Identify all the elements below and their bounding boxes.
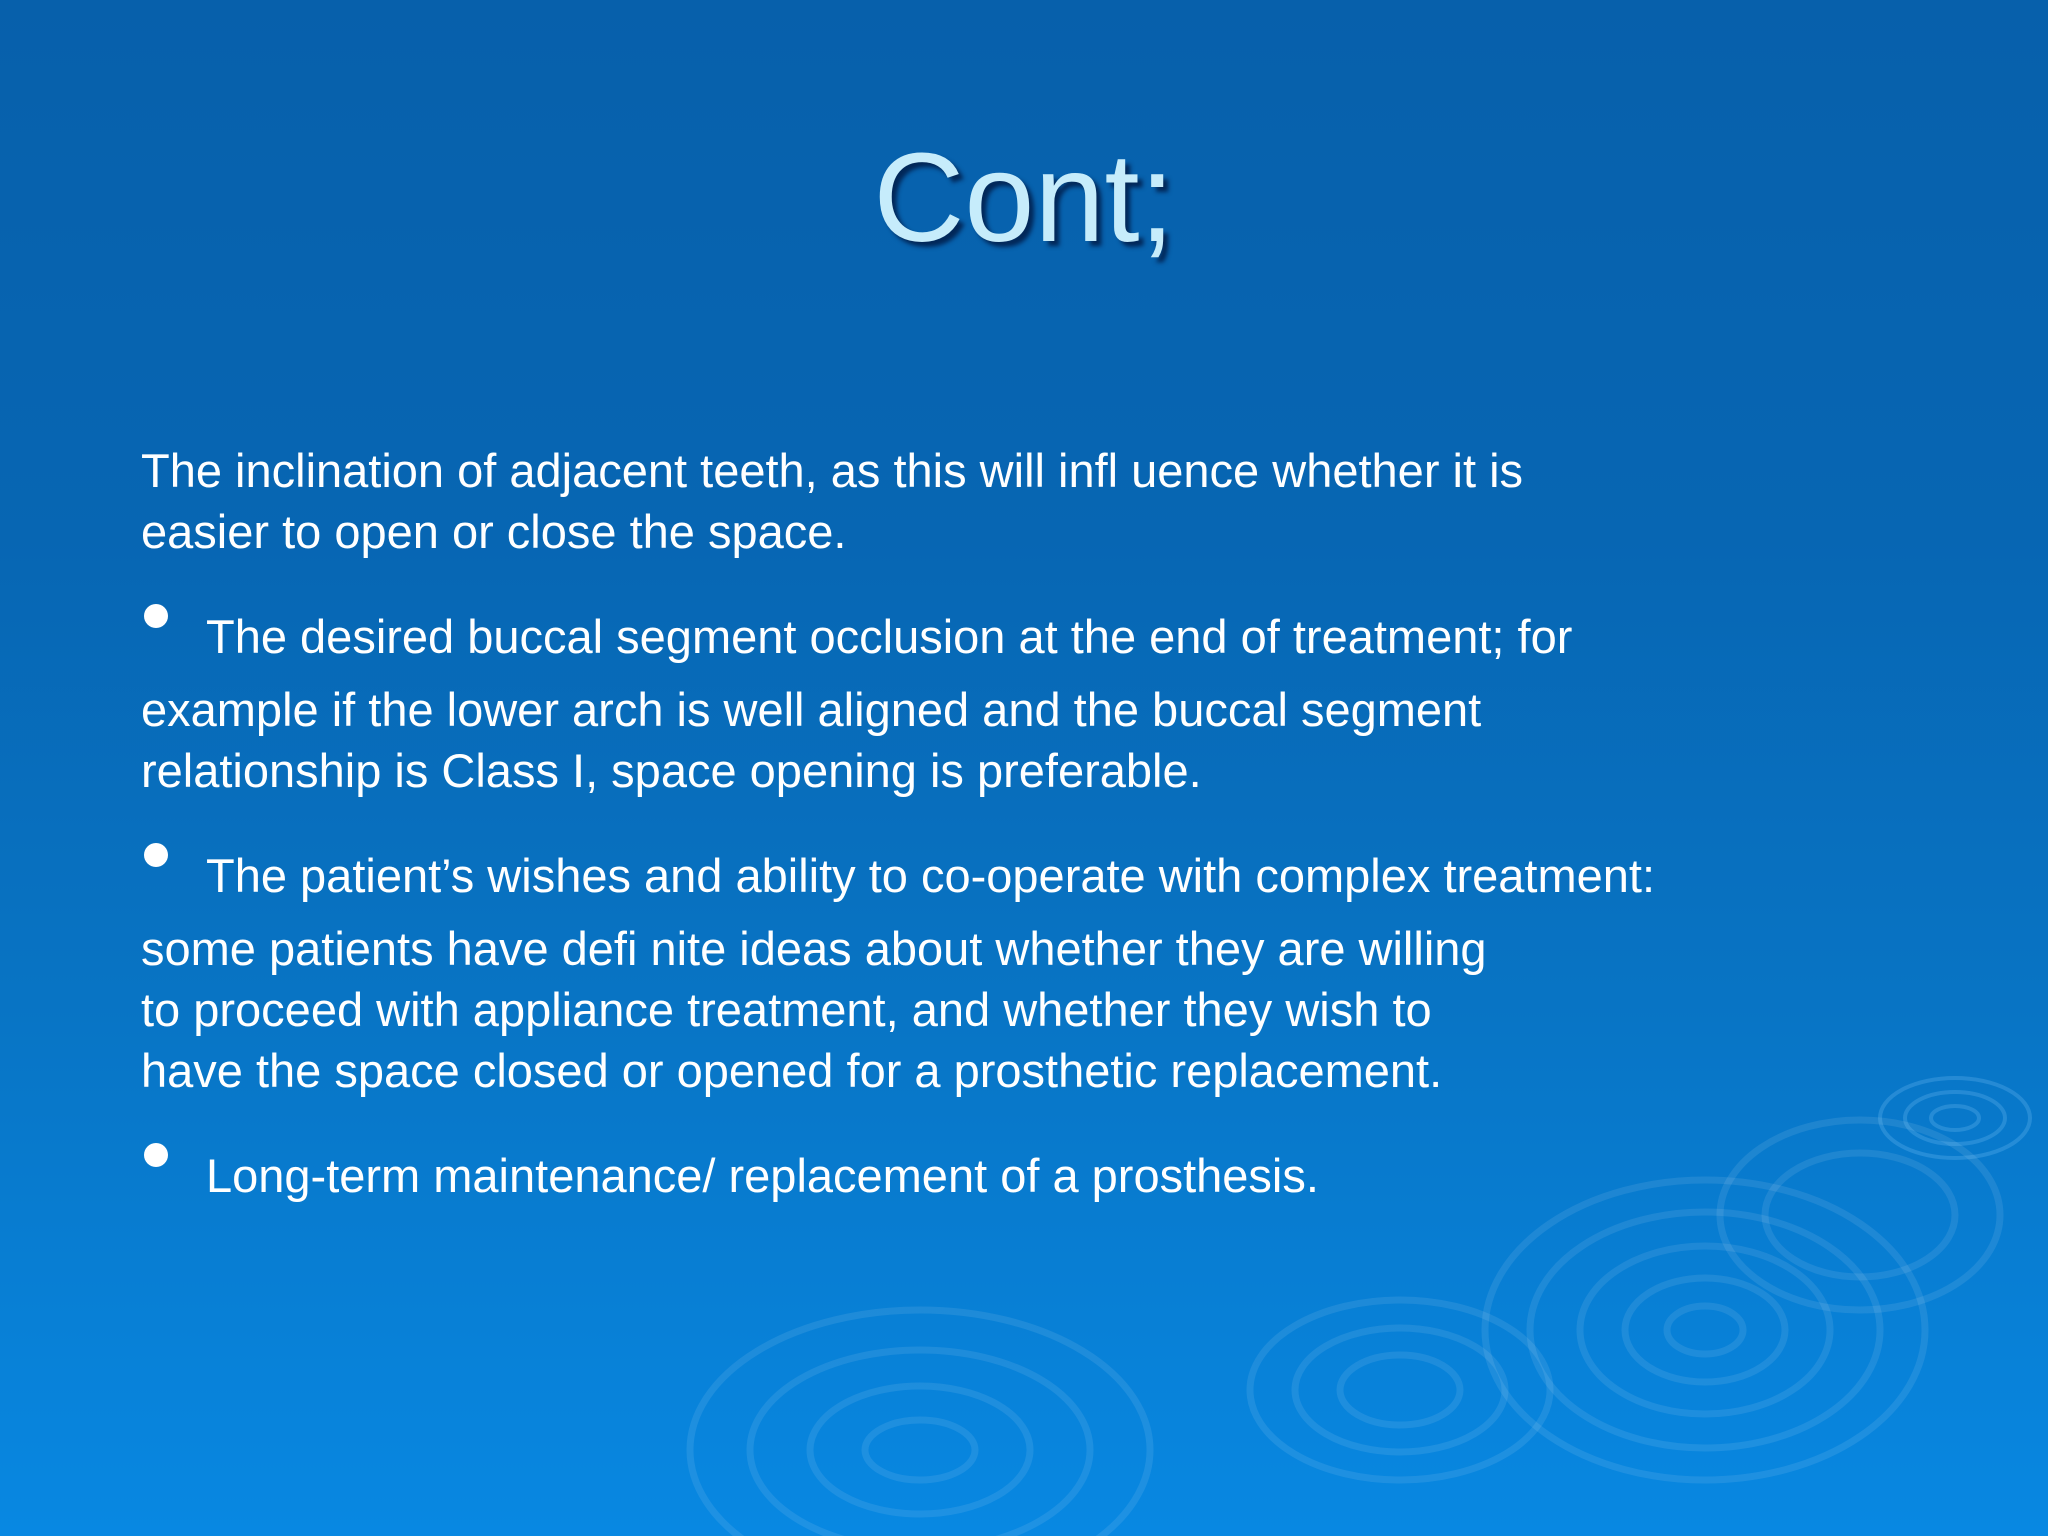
bullet-item-patient-wishes <box>141 845 2001 1101</box>
intro-line: The inclination of adjacent teeth, as this will infl uence whether it is <box>141 444 1524 497</box>
bullet-dot-icon <box>144 1143 168 1167</box>
bullet-line: have the space closed or opened for a prosthetic replacement. <box>141 1044 1443 1097</box>
intro-line: easier to open or close the space. <box>141 505 847 558</box>
bullet-first-line <box>141 845 2001 906</box>
bullet-line: example if the lower arch is well aligned and the buccal segment <box>141 683 1482 736</box>
bullet-line: The desired buccal segment occlusion at the end of treatment; for <box>206 610 1573 663</box>
bullet-item-maintenance <box>141 1145 2001 1206</box>
bullet-line: The patient’s wishes and ability to co-operate with complex treatment: <box>206 849 1656 902</box>
bullet-dot-icon <box>144 604 168 628</box>
bullet-line: relationship is Class I, space opening is preferable. <box>141 744 1202 797</box>
slide-title: Cont; <box>873 127 1175 268</box>
bullet-line: some patients have defi nite ideas about whether they are willing <box>141 922 1487 975</box>
bullet-line: Long-term maintenance/ replacement of a prosthesis. <box>206 1149 1319 1202</box>
bullet-dot-icon <box>144 843 168 867</box>
bullet-item-occlusion <box>141 606 2001 801</box>
bullet-first-line <box>141 1145 2001 1206</box>
intro-paragraph <box>141 440 2001 562</box>
bullet-line: to proceed with appliance treatment, and whether they wish to <box>141 983 1432 1036</box>
slide-body <box>141 440 2001 1250</box>
bullet-first-line <box>141 606 2001 667</box>
